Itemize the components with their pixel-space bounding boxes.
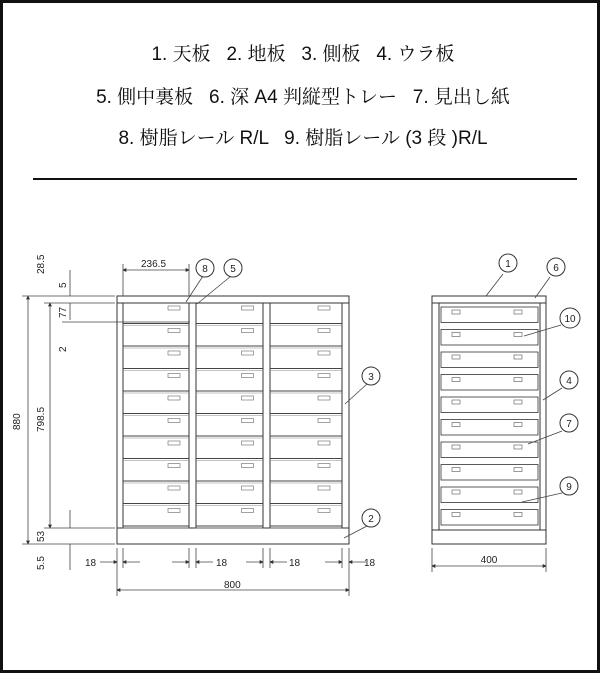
index-label-slot xyxy=(242,419,254,423)
side-dimensions xyxy=(432,274,562,572)
index-label-slot xyxy=(242,329,254,333)
callout-3-label: 3 xyxy=(368,372,374,383)
dim-53: 53 xyxy=(36,530,47,542)
rail-left xyxy=(452,333,460,337)
index-label-slot xyxy=(242,306,254,310)
tray-side-profile xyxy=(441,465,538,481)
index-label-slot xyxy=(168,464,180,468)
rail-right xyxy=(514,310,522,314)
index-label-slot xyxy=(168,329,180,333)
callout-1-label: 1 xyxy=(505,259,511,270)
rail-right xyxy=(514,468,522,472)
dim-2: 2 xyxy=(58,346,69,352)
dim-inner-height: 798.5 xyxy=(36,406,47,432)
callout-6 xyxy=(547,258,565,276)
rail-right xyxy=(514,333,522,337)
rail-left xyxy=(452,445,460,449)
tray-side-profile xyxy=(441,375,538,391)
index-label-slot xyxy=(318,419,330,423)
rail-right xyxy=(514,423,522,427)
rail-left xyxy=(452,378,460,382)
index-label-slot xyxy=(242,351,254,355)
callout-10 xyxy=(560,308,580,328)
tray-side-profile xyxy=(441,510,538,526)
index-label-slot xyxy=(242,486,254,490)
rail-left xyxy=(452,400,460,404)
index-label-slot xyxy=(318,329,330,333)
index-label-slot xyxy=(318,306,330,310)
index-label-slot xyxy=(168,396,180,400)
dim-depth: 400 xyxy=(480,555,498,566)
index-label-slot xyxy=(318,464,330,468)
callout-9-label: 9 xyxy=(566,482,572,493)
index-label-slot xyxy=(242,441,254,445)
dim-total-height: 880 xyxy=(12,413,23,430)
callout-5-label: 5 xyxy=(230,264,236,275)
callout-1 xyxy=(499,254,517,272)
side-outline xyxy=(432,296,546,544)
dim-5-5: 5.5 xyxy=(36,556,47,570)
index-label-slot xyxy=(318,509,330,513)
side-view xyxy=(432,296,546,544)
callout-7 xyxy=(560,414,578,432)
index-label-slot xyxy=(168,419,180,423)
index-label-slot xyxy=(168,351,180,355)
dim-side-right: 18 xyxy=(364,558,376,569)
callout-8 xyxy=(196,259,214,277)
legend-line-3: 8. 樹脂レール R/L 9. 樹脂レール (3 段 )R/L xyxy=(118,128,488,149)
legend-line-2: 5. 側中裏板 6. 深 A4 判縦型トレー 7. 見出し紙 xyxy=(96,87,510,108)
dim-77: 77 xyxy=(58,306,69,318)
rail-left xyxy=(452,468,460,472)
callout-4 xyxy=(560,371,578,389)
dim-total-width: 800 xyxy=(224,580,241,591)
dim-5: 5 xyxy=(58,282,69,288)
dim-mid-2: 18 xyxy=(289,558,301,569)
dim-top-thickness: 28.5 xyxy=(36,254,47,274)
index-label-slot xyxy=(318,486,330,490)
callout-10-label: 10 xyxy=(564,314,576,325)
index-label-slot xyxy=(168,486,180,490)
dim-side-left: 18 xyxy=(85,558,97,569)
rail-left xyxy=(452,355,460,359)
callout-2 xyxy=(362,509,380,527)
callout-2-label: 2 xyxy=(368,514,374,525)
rail-right xyxy=(514,400,522,404)
callout-5 xyxy=(224,259,242,277)
index-label-slot xyxy=(318,374,330,378)
tray-side-profile xyxy=(441,420,538,436)
index-label-slot xyxy=(168,441,180,445)
callout-4-label: 4 xyxy=(566,376,572,387)
rail-right xyxy=(514,445,522,449)
tray-side-profile xyxy=(441,397,538,413)
index-label-slot xyxy=(242,464,254,468)
tray-side-profile xyxy=(441,330,538,346)
index-label-slot xyxy=(242,396,254,400)
rail-right xyxy=(514,490,522,494)
front-trays xyxy=(123,306,342,528)
rail-left xyxy=(452,310,460,314)
index-label-slot xyxy=(168,306,180,310)
technical-drawing xyxy=(3,3,597,670)
tray-side-profile xyxy=(441,442,538,458)
index-label-slot xyxy=(318,441,330,445)
callout-7-label: 7 xyxy=(566,419,572,430)
rail-right xyxy=(514,355,522,359)
index-label-slot xyxy=(242,509,254,513)
rail-left xyxy=(452,423,460,427)
rail-left xyxy=(452,513,460,517)
callout-8-label: 8 xyxy=(202,264,208,275)
tray-side-profile xyxy=(441,352,538,368)
dim-compartment-width: 236.5 xyxy=(141,259,167,270)
cabinet-outline xyxy=(117,296,349,544)
index-label-slot xyxy=(168,374,180,378)
index-label-slot xyxy=(168,509,180,513)
callout-6-label: 6 xyxy=(553,263,559,274)
index-label-slot xyxy=(318,396,330,400)
rail-right xyxy=(514,378,522,382)
callout-9 xyxy=(560,477,578,495)
index-label-slot xyxy=(242,374,254,378)
rail-right xyxy=(514,513,522,517)
rail-left xyxy=(452,490,460,494)
callout-3 xyxy=(362,367,380,385)
tray-side-profile xyxy=(441,487,538,503)
legend-line-1: 1. 天板 2. 地板 3. 側板 4. ウラ板 xyxy=(151,44,455,65)
side-trays xyxy=(441,307,538,525)
index-label-slot xyxy=(318,351,330,355)
dim-mid-1: 18 xyxy=(216,558,228,569)
front-view xyxy=(117,296,349,544)
tray-side-profile xyxy=(441,307,538,323)
front-dimensions xyxy=(22,264,367,596)
side-callouts xyxy=(481,254,580,566)
